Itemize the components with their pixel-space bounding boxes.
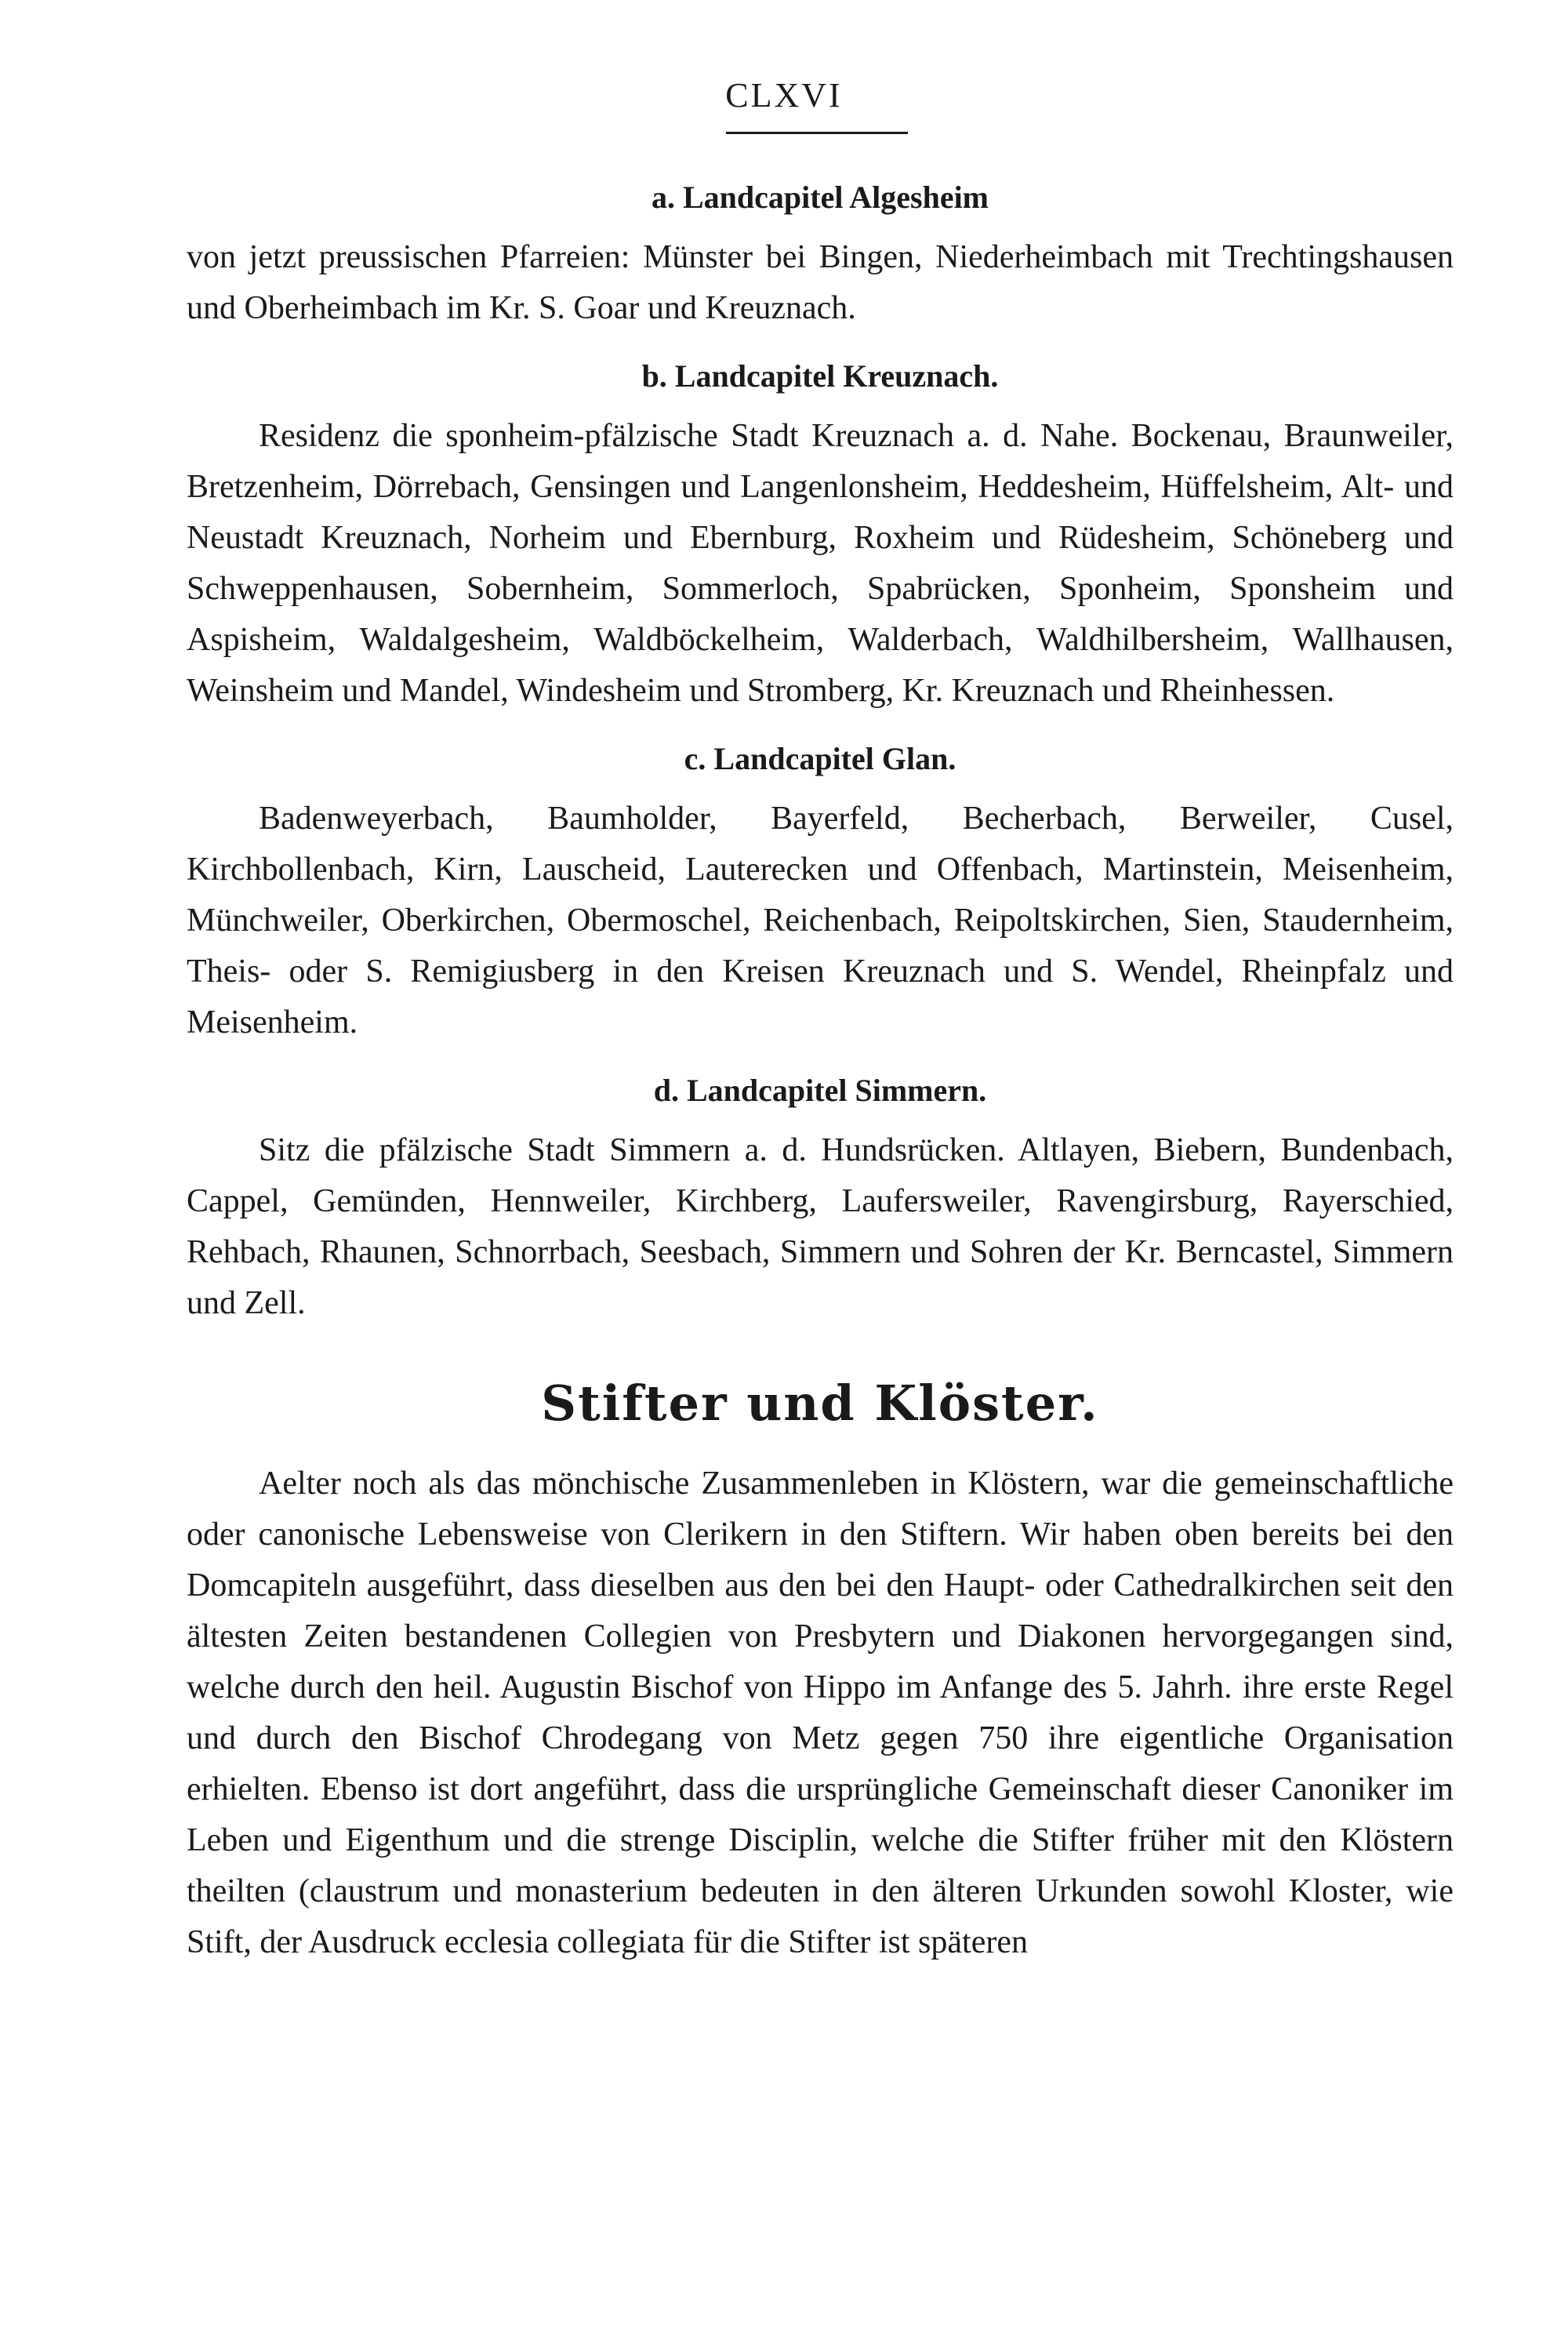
heading-glan: c. Landcapitel Glan. [684, 741, 956, 776]
paragraph-simmern: Sitz die pfälzische Stadt Simmern a. d. Hundsrücken. Altlayen, Biebern, Bundenbach, Cappel, Gemünden, Hennweiler, Kirchberg, Laufersweiler, Ravengirsburg, Rayerschied, Rehbach, Rhaunen, Schnorrbach, Seesbach, Simmern und Sohren der Kr. Berncastel, Simmern und Zell. [187, 1132, 1454, 1321]
heading-simmern: d. Landcapitel Simmern. [653, 1073, 987, 1108]
paragraph-glan: Badenweyerbach, Baumholder, Bayerfeld, Becherbach, Berweiler, Cusel, Kirchbollenbach, Kirn, Lauscheid, Lauterecken und Offenbach, Martinstein, Meisenheim, Münchweiler, Oberkirchen, Obermoschel, Reichenbach, Reipoltskirchen, Sien, Staudernheim, Theis- oder S. Remigiusberg in den Kreisen Kreuznach und S. Wendel, Rheinpfalz und Meisenheim. [187, 801, 1454, 1041]
page-number-rule [726, 132, 908, 134]
paragraph-stifter: Aelter noch als das mönchische Zusammenleben in Klöstern, war die gemeinschaftliche oder canonische Lebensweise von Clerikern in den Stiftern. Wir haben oben bereits bei den Domcapiteln ausgeführt, dass dieselben aus den bei den Haupt- oder Cathedralkirchen seit den ältesten Zeiten bestandenen Collegien von Presbytern und Diakonen hervorgegangen sind, welche durch den heil. Augustin Bischof von Hippo im Anfange des 5. Jahrh. ihre erste Regel und durch den Bischof Chrodegang von Metz gegen 750 ihre eigentliche Organisation erhielten. Ebenso ist dort angeführt, dass die ursprüngliche Gemeinschaft dieser Canoniker im Leben und Eigenthum und die strenge Disciplin, welche die Stifter früher mit den Klöstern theilten (claustrum und monasterium bedeuten in den älteren Urkunden sowohl Kloster, wie Stift, der Ausdruck ecclesia collegiata für die Stifter ist späteren [187, 1466, 1454, 1960]
paragraph-kreuznach: Residenz die sponheim-pfälzische Stadt Kreuznach a. d. Nahe. Bockenau, Braunweiler, Bretzenheim, Dörrebach, Gensingen und Langenlonsheim, Heddesheim, Hüffelsheim, Alt- und Neustadt Kreuznach, Norheim und Ebernburg, Roxheim und Rüdesheim, Schöneberg und Schweppenhausen, Sobernheim, Sommerloch, Spabrücken, Sponheim, Sponsheim und Aspisheim, Waldalgesheim, Waldböckelheim, Walderbach, Waldhilbersheim, Wallhausen, Weinsheim und Mandel, Windesheim und Stromberg, Kr. Kreuznach und Rheinhessen. [187, 418, 1454, 709]
paragraph-algesheim: von jetzt preussischen Pfarreien: Münster bei Bingen, Niederheimbach mit Trechtingshausen und Oberheimbach im Kr. S. Goar und Kreuznach. [187, 239, 1454, 326]
heading-kreuznach: b. Landcapitel Kreuznach. [641, 358, 999, 394]
heading-algesheim: a. Landcapitel Algesheim [651, 180, 989, 215]
section-title-stifter: Stifter und Klöster. [541, 1375, 1099, 1432]
page-number: CLXVI [725, 76, 843, 114]
page-content [187, 157, 1454, 1968]
